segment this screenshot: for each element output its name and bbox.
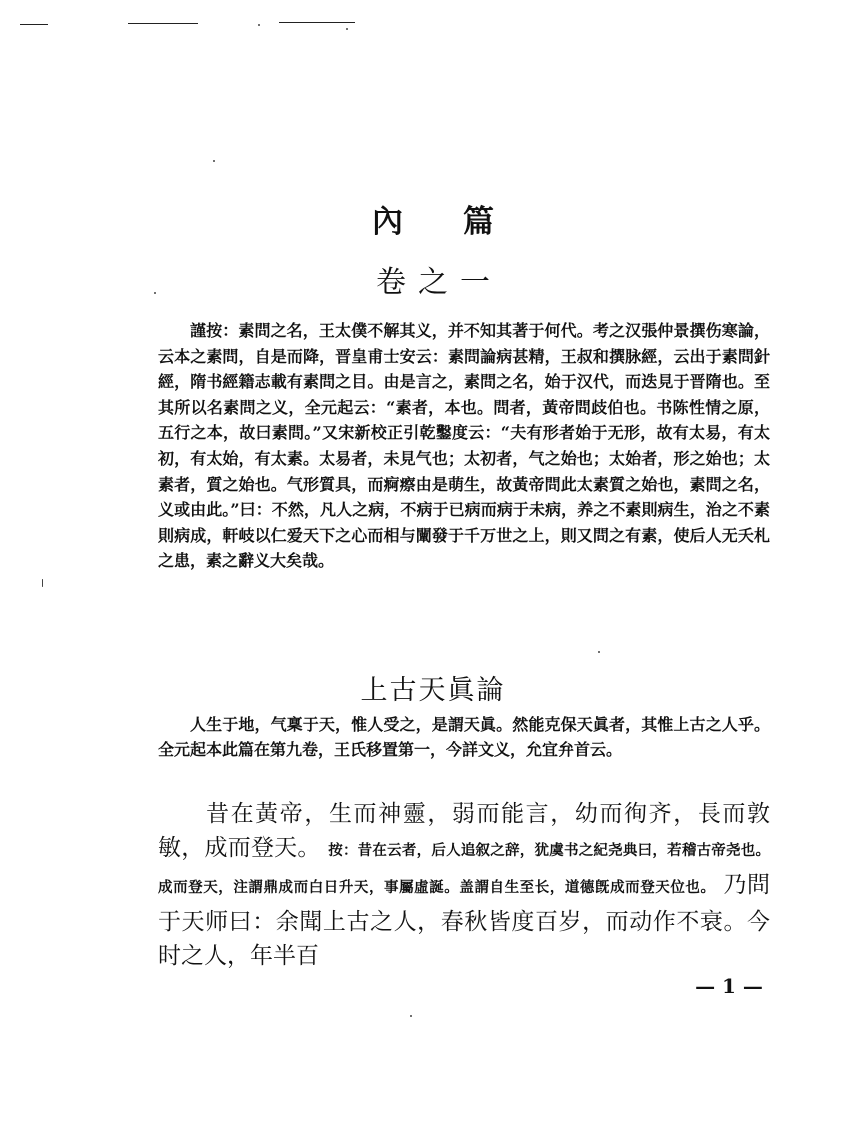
commentary-note: 按：昔在云者，后人追叙之辞，犹虞书之紀尧典曰，若稽古帝尧也。成而登天，注謂鼎成而白日升天，事屬虛誕。盖謂自生至长，道德旣成而登天位也。 [158, 842, 771, 896]
preface-paragraph: 謹按：素問之名，王太僕不解其义，并不知其著于何代。考之汉張仲景撰伤寒論，云本之素問，自是而降，晋皇甫士安云：素問論病甚精，王叔和撰脉經，云出于素問針經，隋书經籍志載有素問之目。由是言之，素問之名，始于汉代，而迭見于晋隋也。至其所以名素問之义，全元起云：“素者，本也。問者，黃帝問歧伯也。书陈性情之原，五行之本，故曰素問。”又宋新校正引乾鑿度云：“夫有形者始于无形，故有太易，有太初，有太始，有太素。太易者，未見气也；太初者，气之始也；太始者，形之始也；太素者，質之始也。气形質具，而痾瘵由是萌生，故黃帝問此太素質之始也，素問之名，义或由此。”曰：不然，凡人之病，不病于已病而病于未病，养之不素則病生，治之不素則病成，軒岐以仁爱天下之心而相与闡發于千万世之上，則又問之有素，使后人无夭札之患，素之辭义大矣哉。 [158, 321, 770, 571]
section-title-char: 篇 [463, 204, 494, 240]
scan-speck [598, 651, 600, 653]
section-title [0, 196, 866, 241]
scan-speck [346, 28, 348, 30]
header-rule-middle [128, 23, 198, 24]
main-text-paragraph [158, 797, 770, 973]
scan-speck [410, 1015, 412, 1017]
page-number: — 1 — [695, 974, 763, 998]
scan-speck [258, 24, 260, 26]
volume-title: 卷之一 [376, 265, 502, 300]
chapter-title: 上古天眞論 [360, 675, 506, 706]
main-text-part: 乃問于天师曰：余聞上古之人，春秋皆度百岁，而动作不衰。今时之人，年半百 [158, 872, 771, 969]
header-rule-left [20, 24, 48, 25]
main-text-part: 昔在黃帝，生而神靈，弱而能言，幼而徇齐，長而敦敏，成而登天。 [158, 801, 770, 861]
chapter-intro-paragraph: 人生于地，气稟于天，惟人受之，是謂天眞。然能克保天眞者，其惟上古之人乎。全元起本此篇在第九卷，王氏移置第一，今詳文义，允宜弁首云。 [158, 715, 770, 759]
scan-speck [213, 160, 215, 162]
header-rule-right [279, 22, 355, 23]
section-title-char: 內 [372, 204, 403, 240]
scan-speck [42, 579, 43, 587]
